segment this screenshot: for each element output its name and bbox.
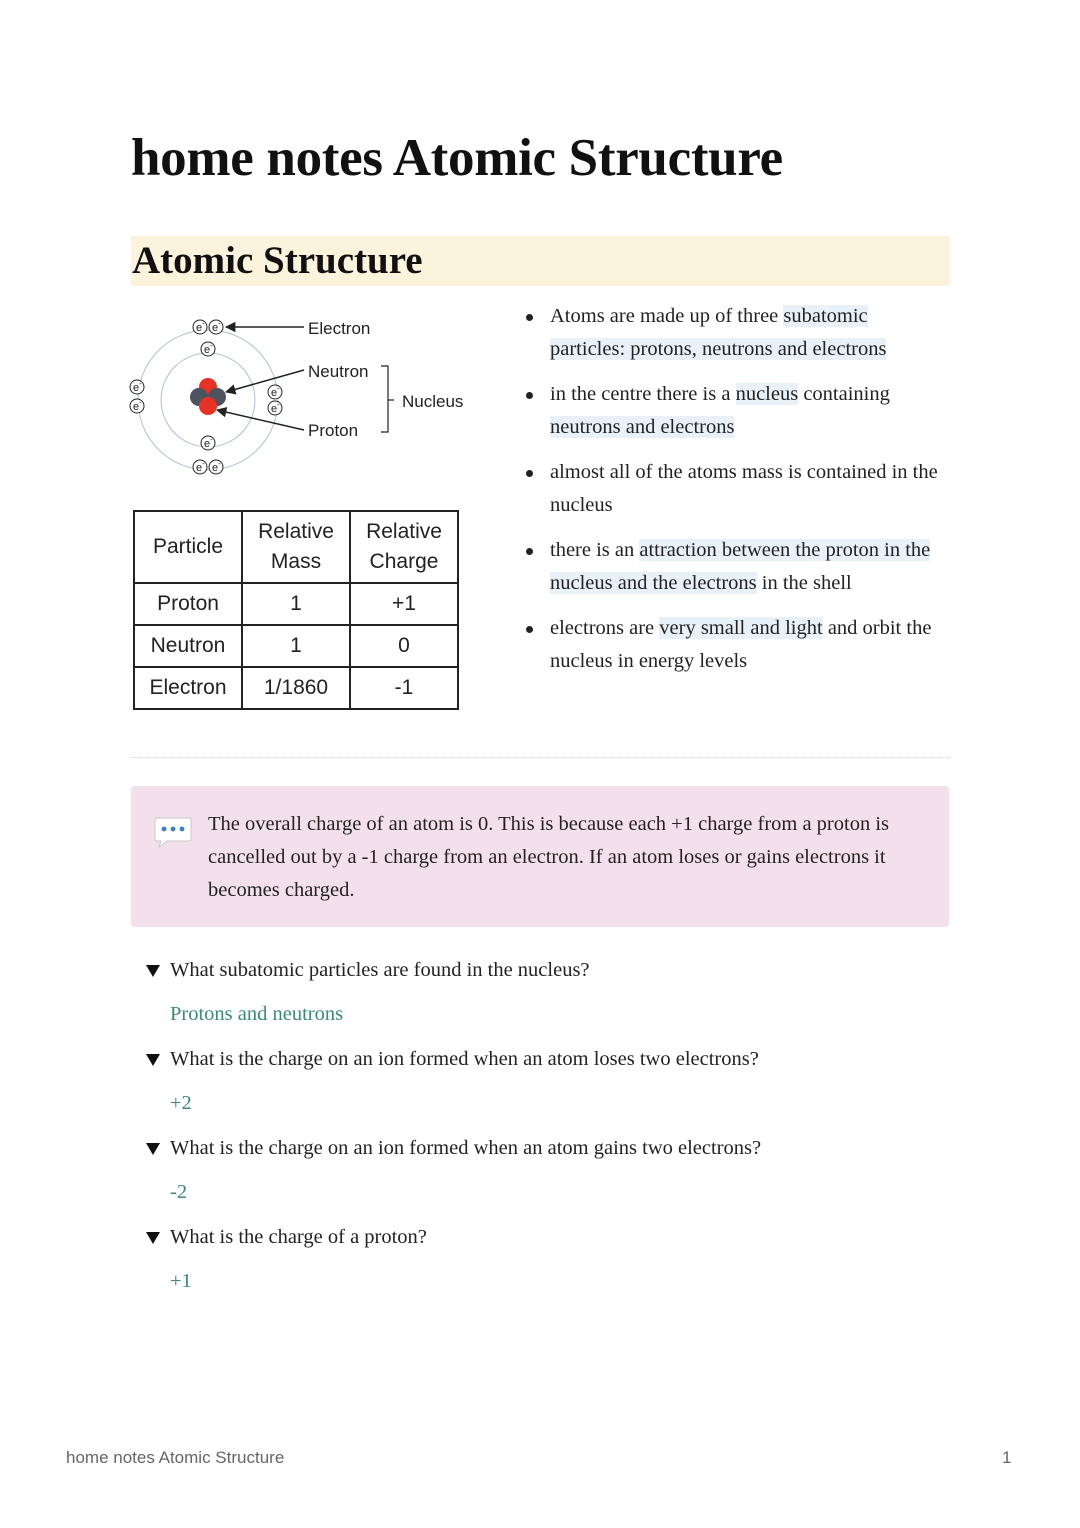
svg-text:-: - bbox=[277, 400, 280, 409]
proton-arrow bbox=[217, 410, 304, 430]
table-cell: -1 bbox=[350, 667, 458, 709]
list-item: electrons are very small and light and orbit the nucleus in energy levels bbox=[524, 612, 944, 678]
electron bbox=[209, 319, 223, 334]
list-item: Atoms are made up of three subatomic particles: protons, neutrons and electrons bbox=[524, 300, 944, 366]
table-cell: +1 bbox=[350, 583, 458, 625]
electron bbox=[201, 341, 215, 356]
electron-label: Electron bbox=[308, 319, 371, 338]
table-header-row bbox=[134, 511, 458, 583]
svg-text:-: - bbox=[139, 398, 142, 407]
answer-text: +2 bbox=[170, 1092, 192, 1114]
svg-text:-: - bbox=[202, 319, 205, 328]
divider bbox=[131, 757, 950, 758]
svg-text:-: - bbox=[218, 319, 221, 328]
svg-text:e: e bbox=[133, 382, 140, 394]
footer-title: home notes Atomic Structure bbox=[66, 1448, 285, 1467]
table-cell: Electron bbox=[134, 667, 242, 709]
table-header-particle: Particle bbox=[134, 511, 242, 583]
svg-text:e: e bbox=[196, 322, 203, 334]
neutron-label: Neutron bbox=[308, 362, 369, 381]
electron bbox=[268, 400, 282, 415]
question-toggle[interactable]: What subatomic particles are found in the nucleus? bbox=[145, 954, 945, 987]
notes-bullet-list bbox=[524, 300, 944, 690]
toggle-triangle-icon[interactable] bbox=[146, 1054, 160, 1066]
svg-text:e: e bbox=[204, 438, 211, 450]
svg-text:-: - bbox=[210, 435, 213, 444]
svg-text:-: - bbox=[277, 384, 280, 393]
question-toggle[interactable]: What is the charge of a proton? bbox=[145, 1221, 945, 1254]
electron bbox=[130, 379, 144, 394]
qa-section bbox=[145, 954, 945, 1310]
question-toggle[interactable]: What is the charge on an ion formed when an atom loses two electrons? bbox=[145, 1043, 945, 1076]
table-cell: Proton bbox=[134, 583, 242, 625]
table-cell: 1/1860 bbox=[242, 667, 350, 709]
svg-text:e: e bbox=[133, 401, 140, 413]
proton bbox=[199, 397, 217, 415]
table-cell: Neutron bbox=[134, 625, 242, 667]
svg-text:-: - bbox=[202, 459, 205, 468]
svg-text:e: e bbox=[212, 322, 219, 334]
list-item: almost all of the atoms mass is contained in the nucleus bbox=[524, 456, 944, 522]
answer-text: +1 bbox=[170, 1270, 192, 1292]
nucleus-label: Nucleus bbox=[402, 392, 464, 411]
table-cell: 0 bbox=[350, 625, 458, 667]
callout-text: The overall charge of an atom is 0. This is because each +1 charge from a proton is cancelled out by a -1 charge from an electron. If an atom loses or gains electrons it becomes charged. bbox=[208, 813, 890, 901]
electron bbox=[130, 398, 144, 413]
svg-text:-: - bbox=[218, 459, 221, 468]
svg-text:e: e bbox=[271, 403, 278, 415]
answer-text: Protons and neutrons bbox=[170, 1003, 344, 1025]
speech-bubble-icon bbox=[153, 815, 193, 849]
svg-text:-: - bbox=[210, 341, 213, 350]
svg-text:-: - bbox=[139, 379, 142, 388]
electron bbox=[268, 384, 282, 399]
electron bbox=[209, 459, 223, 474]
list-item: there is an attraction between the proton in the nucleus and the electrons in the shell bbox=[524, 534, 944, 600]
answer-text: -2 bbox=[170, 1181, 188, 1203]
table-header-mass: Relative Mass bbox=[242, 511, 350, 583]
particle-table bbox=[133, 510, 459, 710]
nucleus-bracket bbox=[381, 366, 394, 432]
electron bbox=[193, 459, 207, 474]
list-item: in the centre there is a nucleus containing neutrons and electrons bbox=[524, 378, 944, 444]
svg-text:e: e bbox=[212, 462, 219, 474]
question-toggle[interactable]: What is the charge on an ion formed when an atom gains two electrons? bbox=[145, 1132, 945, 1165]
table-header-charge: Relative Charge bbox=[350, 511, 458, 583]
svg-text:e: e bbox=[196, 462, 203, 474]
toggle-triangle-icon[interactable] bbox=[146, 1232, 160, 1244]
svg-text:e: e bbox=[271, 387, 278, 399]
table-row bbox=[134, 583, 458, 625]
proton-label: Proton bbox=[308, 421, 359, 440]
atom-diagram bbox=[124, 300, 484, 490]
svg-text:e: e bbox=[204, 344, 211, 356]
neutron-arrow bbox=[226, 370, 304, 392]
toggle-triangle-icon[interactable] bbox=[146, 1143, 160, 1155]
toggle-triangle-icon[interactable] bbox=[146, 965, 160, 977]
section-title: Atomic Structure bbox=[132, 239, 423, 282]
table-cell: 1 bbox=[242, 625, 350, 667]
table-row bbox=[134, 667, 458, 709]
page-number: 1 bbox=[1002, 1448, 1012, 1467]
table-row bbox=[134, 625, 458, 667]
page-title: home notes Atomic Structure bbox=[131, 129, 783, 187]
electron bbox=[201, 435, 215, 450]
electron bbox=[193, 319, 207, 334]
table-cell: 1 bbox=[242, 583, 350, 625]
